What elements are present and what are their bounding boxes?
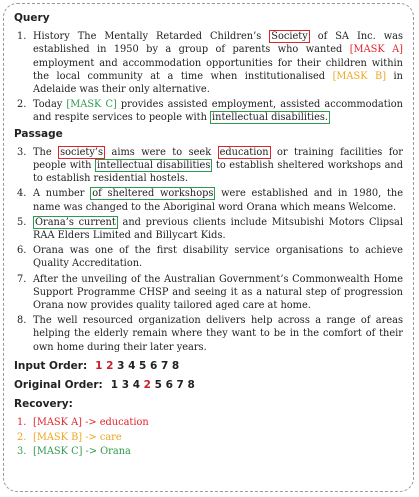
item-number: 8. [17,315,27,327]
item-number: 5. [17,216,27,228]
passage-list [14,146,403,354]
input-order-highlight: 1 2 [95,359,114,372]
original-order-b: 5 6 7 8 [150,379,195,392]
highlight-societys: society’s [60,146,104,158]
highlight-sheltered-workshops: of sheltered workshops [92,188,214,200]
recovery-text: [MASK B] -> care [33,431,122,443]
text-span: aims were to seek [105,146,218,158]
text-span: were established and in 1980, the name was changed to the Aboriginal word Orana which means Welcome. [33,188,404,213]
recovery-item-2 [14,431,403,444]
recovery-item-1 [14,416,403,429]
original-order-a: 1 3 4 [110,379,144,392]
text-span: to establish sheltered workshops and to establish residential hostels. [33,160,404,185]
text-span: provides assisted employment, assisted accommodation and respite services to people with [33,99,403,124]
mask-b: [MASK B] [332,70,387,82]
original-order-values [111,379,195,391]
text-span: in Adelaide was their only alternative. [33,70,403,96]
input-order [14,360,403,373]
query-item-2 [14,98,403,124]
text-span: A number [33,188,91,200]
item-number: 1. [17,417,27,429]
recovery-heading: Recovery: [14,398,73,411]
passage-item-4 [14,187,403,213]
passage-item-3 [14,146,403,186]
input-order-label: Input Order: [14,359,88,372]
text-span: The [33,146,59,158]
original-order [14,379,403,392]
text-span: History The Mentally Retarded Children’s [33,31,270,43]
text-span: employment and accommodation opportunities for their children within the local community at a time when institutionalised [33,57,403,82]
mask-c: [MASK C] [66,99,117,111]
passage-item-8 [14,314,403,354]
highlight-intellectual-disabilities: intellectual disabilities [97,160,211,172]
text-span: Today [33,99,67,111]
text-span: of SA Inc. was established in 1950 by a group of parents who wanted [33,31,403,56]
highlight-intellectual-disabilities: intellectual disabilities. [212,112,329,124]
highlight-education: education [219,146,269,158]
highlight-oranas-current: Orana’s current [35,216,116,228]
item-number: 2. [17,431,27,443]
text-span: After the unveiling of the Australian Government’s Commonwealth Home Support Programme CHSP and seeing it as a natural step of progression Orana now provides quality tailored aged care at home. [33,273,403,312]
recovery-text: [MASK A] -> education [33,417,149,429]
input-order-rest: 3 4 5 6 7 8 [113,359,180,372]
text-span: The well resourced organization delivers help across a range of areas helping the elderly remain where they want to be in the comfort of their own home during their later years. [33,315,403,353]
original-order-label: Original Order: [14,379,103,392]
recovery-item-3 [14,445,403,458]
text-span: Orana was one of the first disability service organisations to achieve Quality Accreditation. [33,245,403,270]
item-number: 3. [17,146,27,158]
passage-item-5 [14,216,403,242]
passage-heading: Passage [14,127,63,140]
input-order-values [95,360,179,372]
highlight-society: Society [271,31,308,43]
recovery-list [14,416,403,458]
passage-item-6 [14,244,403,270]
query-item-1 [14,30,403,96]
item-number: 3. [17,445,27,457]
item-number: 6. [17,245,27,257]
item-number: 4. [17,188,27,200]
document-card [3,3,414,492]
passage-item-7 [14,273,403,313]
item-number: 2. [17,99,27,111]
item-number: 7. [17,273,27,285]
mask-a: [MASK A] [349,44,403,56]
text-span: and previous clients include Mitsubishi Motors Clipsal RAA Elders Limited and Billycart Kids. [33,216,404,242]
query-list [14,30,403,124]
original-order-highlight: 2 [143,379,151,392]
recovery-text: [MASK C] -> Orana [33,445,131,457]
text-span: or training facilities for people with [33,146,403,172]
item-number: 1. [17,31,27,43]
query-heading: Query [14,12,50,24]
